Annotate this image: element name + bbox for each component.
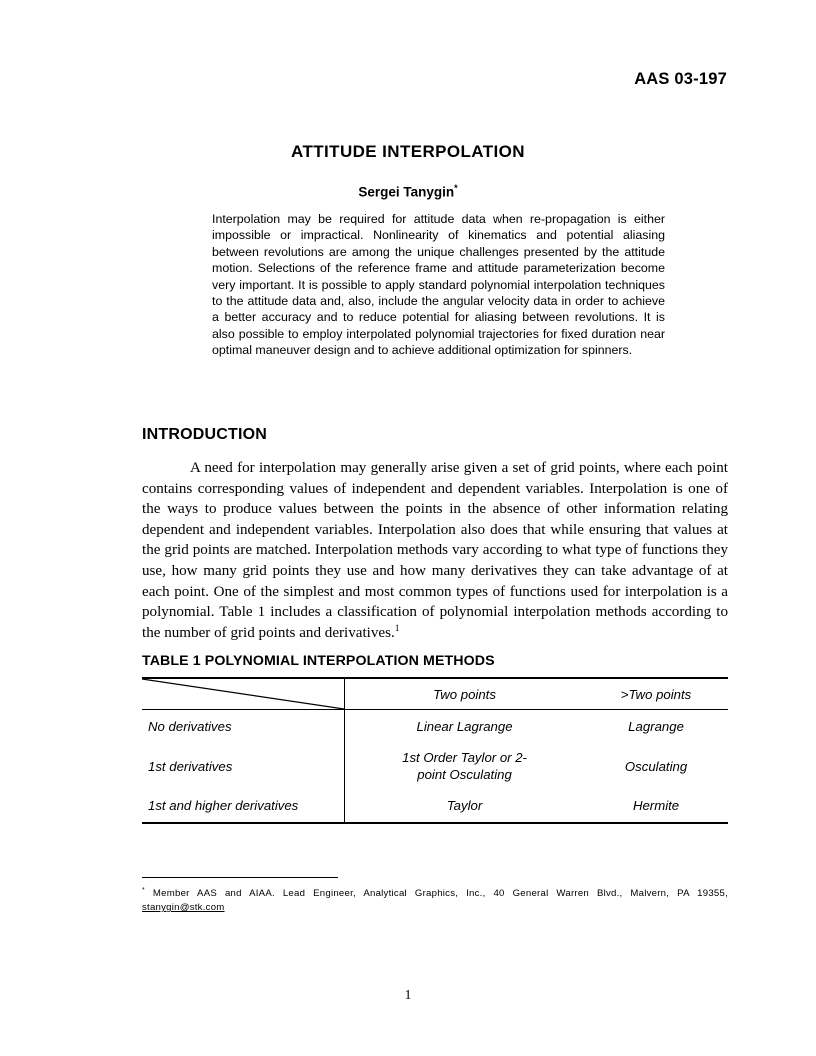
table-cell: Linear Lagrange [416,719,513,734]
citation-marker: 1 [394,623,400,634]
table-cell-line-1: 1st Order Taylor or 2- [402,750,527,765]
abstract-paragraph: Interpolation may be required for attitude data when re-propagation is either impossible or impractical. Nonlinearity of kinematics and potential aliasing between revolutions are among the unique challenges presented by the attitude motion. Selections of the reference frame and attitude parameterization become very important. It is possible to apply standard polynomial interpolation techniques to the attitude data and, also, include the angular velocity data in order to achieve a better accuracy and to reduce potential for aliasing between revolutions. It is also possible to employ interpolated polynomial trajectories for fixed duration near optimal maneuver design and to achieve additional optimization for spinners. [212,212,665,358]
page-title: ATTITUDE INTERPOLATION [291,142,525,161]
introduction-paragraph [142,458,728,643]
page-number: 1 [404,987,412,1002]
table-column-header-more-than-two-points: >Two points [584,679,728,710]
polynomial-interpolation-table [142,677,728,824]
table-header-row [142,679,728,710]
author-footnote-marker: * [454,183,458,193]
introduction-paragraph-text: A need for interpolation may generally arise given a set of grid points, where each point contains corresponding values of independent and dependent variables. Interpolation is one of the ways to produce values between the points in the absence of other information relating dependent and independent variables. Interpolation also does that while ensuring that values at the grid points are matched. Interpolation methods vary according to what type of functions they use, how many grid points they use and how many derivatives they can take advantage of at each point. One of the simplest and most common types of functions used for interpolation is a polynomial. Table 1 includes a classification of polynomial interpolation methods according to the number of grid points and derivatives. [142,460,728,641]
table-cell: Hermite [632,798,680,813]
footnote-email-link[interactable]: stanygin@stk.com [142,902,225,914]
table-cell [345,743,585,789]
table-cell: Taylor [446,798,483,813]
table-column-header-two-points: Two points [345,679,585,710]
diagonal-divider-icon [142,679,344,709]
author-name: Sergei Tanygin [358,184,455,200]
table-row-label-1st-derivatives: 1st derivatives [142,743,345,789]
table-row [142,789,728,822]
table-row-label-1st-and-higher-derivatives: 1st and higher derivatives [142,789,345,822]
table-bottom-rule [142,822,728,824]
author-line [0,183,816,200]
table-cell-line-2: point Osculating [417,767,512,782]
running-head: AAS 03-197 [634,70,727,88]
table-cell: Lagrange [628,719,684,734]
table-row-label-no-derivatives: No derivatives [142,710,345,744]
table-row [142,743,728,789]
footnote-separator-rule [142,877,338,878]
section-heading-introduction: INTRODUCTION [142,426,268,443]
footnote-marker: * [142,887,145,894]
footnote [142,884,728,915]
table-row [142,710,728,744]
table-caption: TABLE 1 POLYNOMIAL INTERPOLATION METHODS [142,653,495,669]
table-cell: Osculating [624,758,688,774]
footnote-text: Member AAS and AIAA. Lead Engineer, Analytical Graphics, Inc., 40 General Warren Blvd., Malvern, PA 19355, [144,888,728,900]
table-corner-cell [142,679,345,710]
